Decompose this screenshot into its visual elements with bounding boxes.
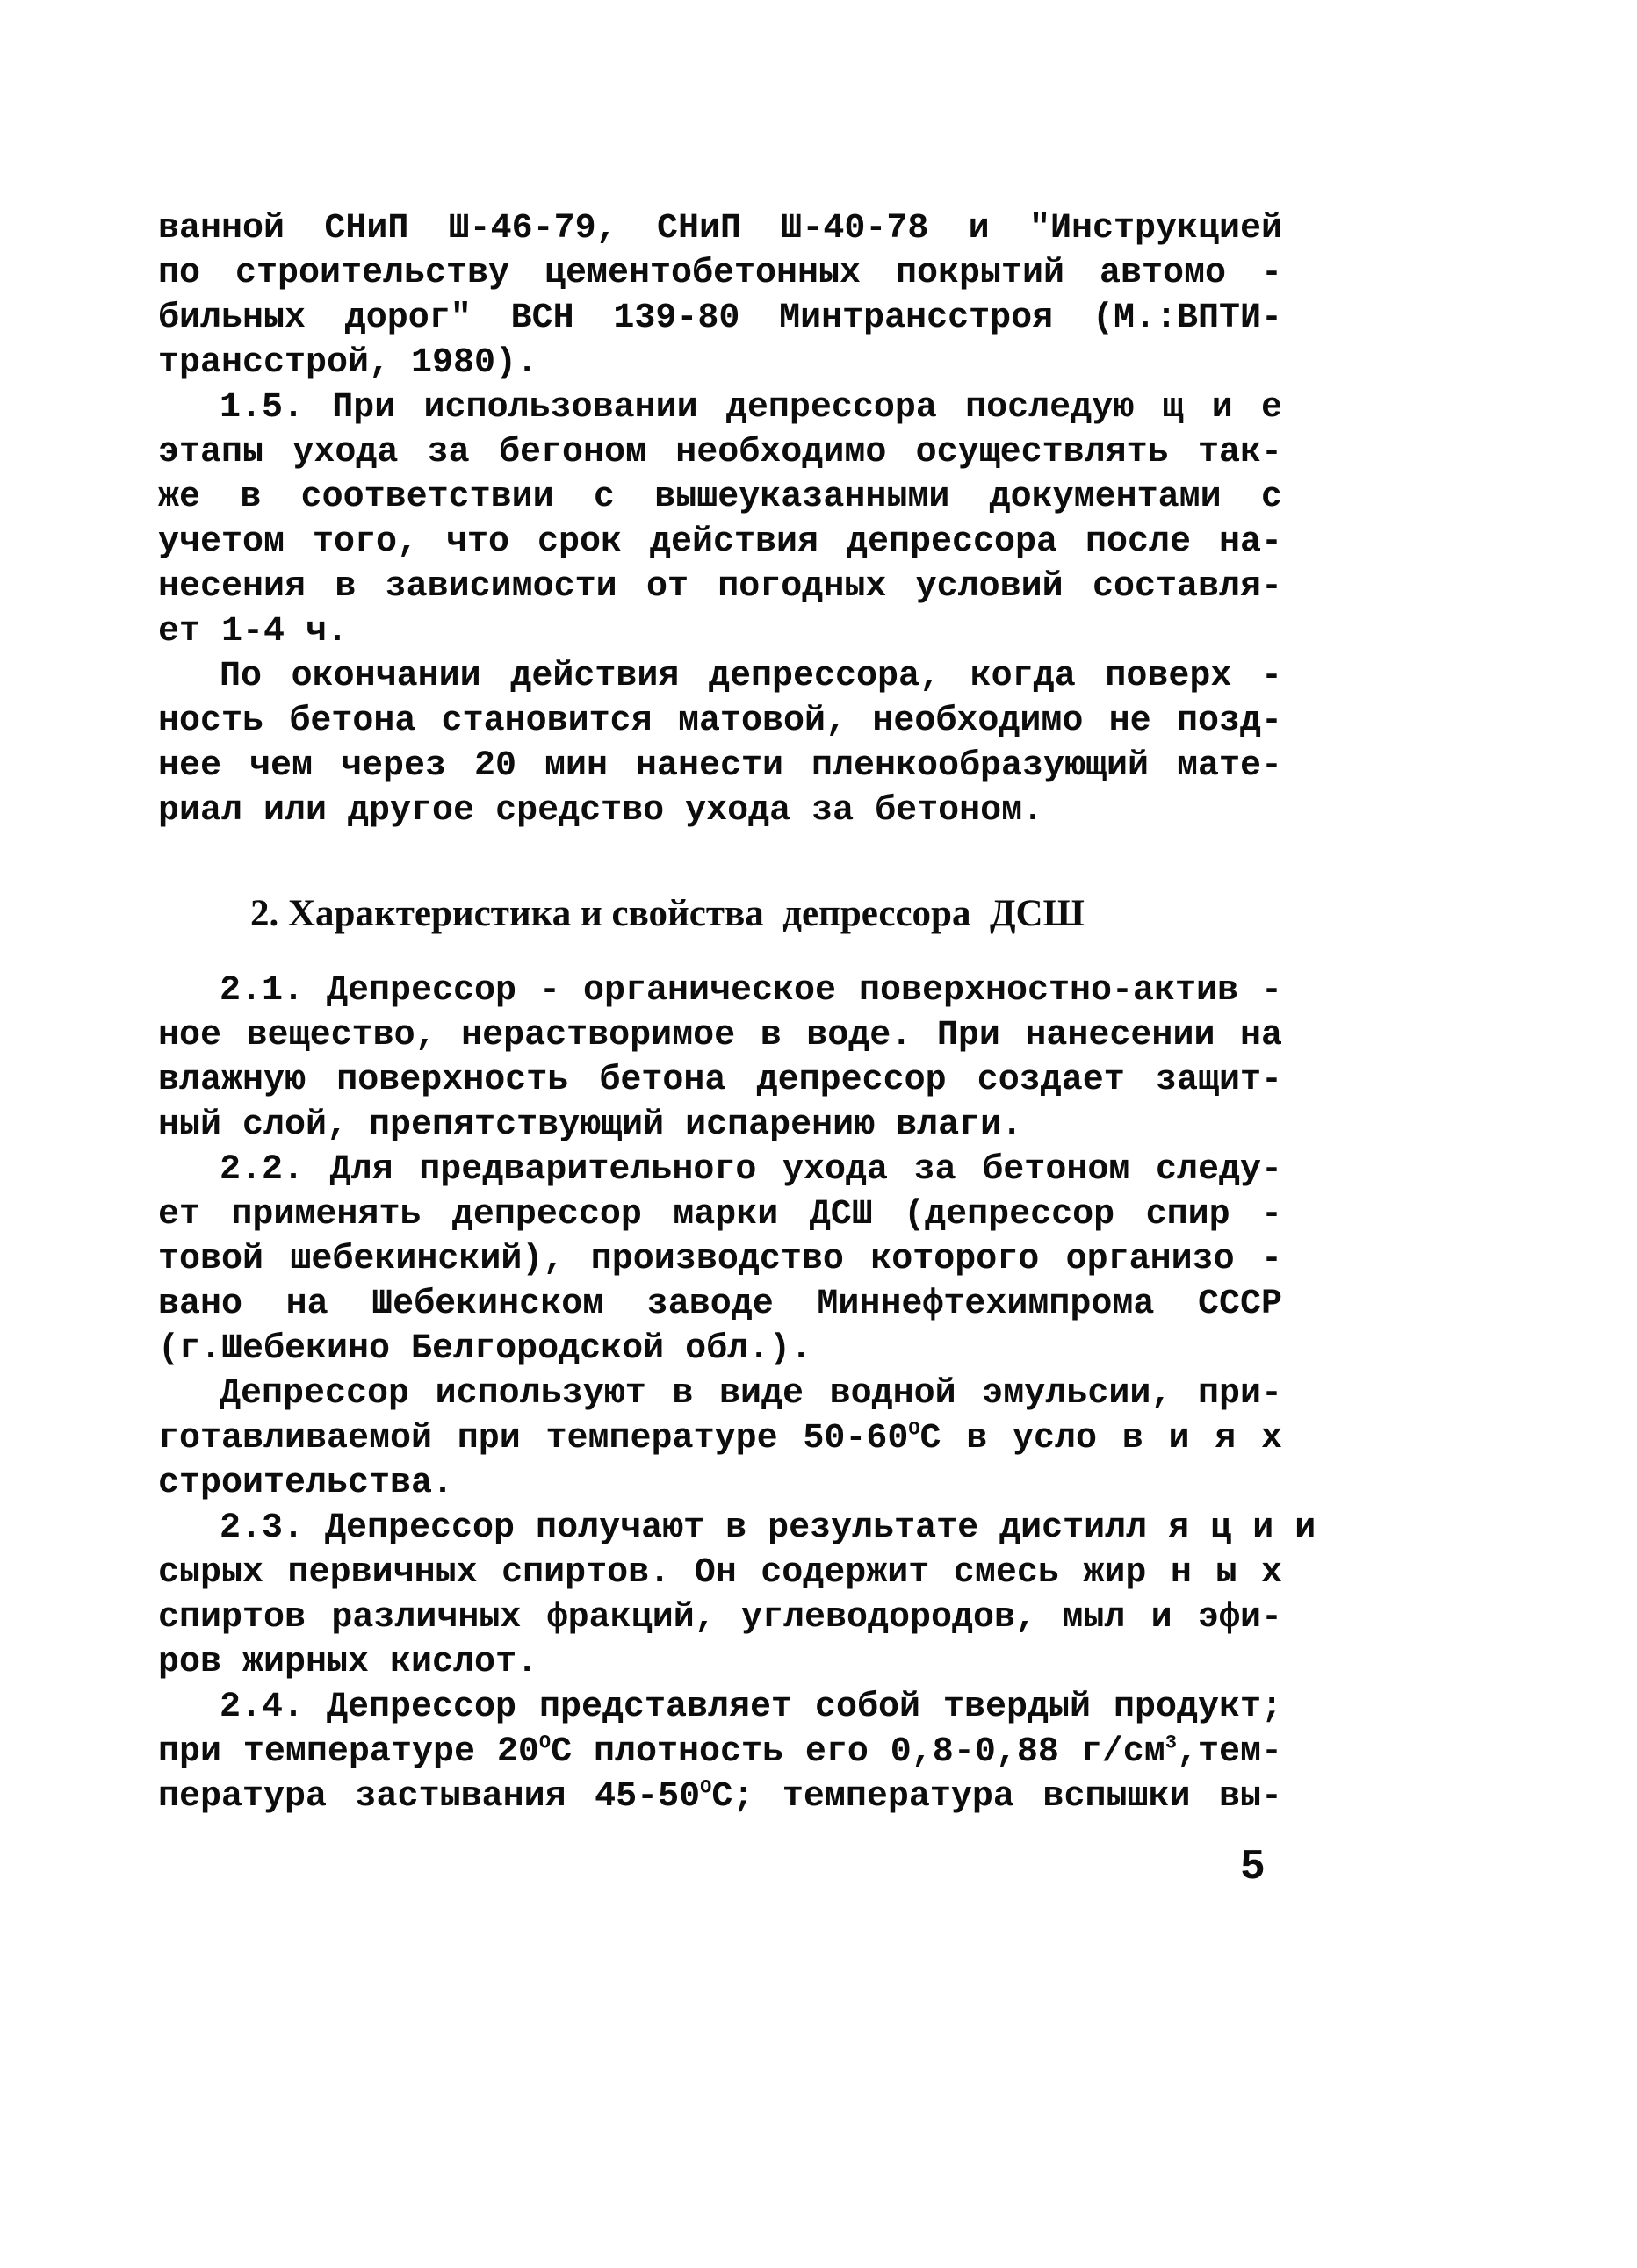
section-spacer — [158, 938, 1282, 968]
text-line: риал или другое средство ухода за бетоном. — [158, 791, 1044, 831]
text-line: ет 1-4 ч. — [158, 612, 349, 652]
text-line: нее чем через 20 мин нанести пленкообразующий мате- — [158, 746, 1282, 786]
text-line: же в соответствии с вышеуказанными документами с — [158, 478, 1282, 517]
text-line: 2.4. Депрессор представляет собой твердый продукт; — [220, 1688, 1282, 1727]
text-line: влажную поверхность бетона депрессор создает защит- — [158, 1061, 1282, 1100]
text-line: ный слой, препятствующий испарению влаги. — [158, 1105, 1023, 1145]
text-line: 2.1. Депрессор - органическое поверхностно-актив - — [220, 971, 1282, 1011]
section-spacer — [158, 833, 1282, 889]
text-line: готавливаемой при температуре $50-60^ОС$ в усло в и я х — [158, 1418, 1283, 1458]
text-line: ров жирных кислот. — [158, 1643, 538, 1682]
text-line: 1.5. При использовании депрессора последую щ и е — [220, 388, 1282, 428]
superscript: 3 — [1165, 1732, 1177, 1754]
text-line: ное вещество, нерастворимое в воде. При нанесении на — [158, 1016, 1282, 1055]
text-line: По окончании действия депрессора, когда поверх - — [220, 657, 1282, 696]
text-line: 2.2. Для предварительного ухода за бетоном следу- — [220, 1150, 1282, 1190]
text-line: несения в зависимости от погодных условий составля- — [158, 567, 1282, 607]
section-heading: 2. Характеристика и свойства депрессора ДСШ — [250, 893, 1085, 934]
text-line: товой шебекинский), производство которого организо - — [158, 1240, 1282, 1279]
superscript: О — [538, 1732, 552, 1754]
document-page — [158, 206, 1316, 1819]
text-line: сырых первичных спиртов. Он содержит смесь жир н ы х — [158, 1553, 1282, 1593]
text-line: бильных дорог" ВСН 139-80 Минтрансстроя (М.:ВПТИ- — [158, 299, 1282, 338]
text-line: при температуре $20^ОС$ плотность его 0,8-0,88 $г/см^3,тем-$ — [158, 1732, 1282, 1772]
text-line: пература застывания $45-50^ОС$; температура вспышки вы- — [158, 1776, 1282, 1817]
text-line: ванной СНиП Ш-46-79, СНиП Ш-40-78 и "Инструкцией — [158, 209, 1282, 248]
text-line: трансстрой, 1980). — [158, 343, 538, 383]
text-line: Депрессор используют в виде водной эмульсии, при- — [220, 1374, 1282, 1414]
text-line: спиртов различных фракций, углеводородов, мыл и эфи- — [158, 1598, 1282, 1638]
superscript: О — [700, 1776, 712, 1799]
text-line: (г.Шебекино Белгородской обл.). — [158, 1329, 812, 1369]
superscript: О — [908, 1418, 920, 1441]
text-line: 2.3. Депрессор получают в результате дистилл я ц и и — [220, 1508, 1316, 1548]
text-line: этапы ухода за бегоном необходимо осуществлять так- — [158, 433, 1282, 472]
text-line: ет применять депрессор марки ДСШ (депрессор спир - — [158, 1195, 1282, 1235]
text-line: ность бетона становится матовой, необходимо не позд- — [158, 702, 1282, 741]
text-line: вано на Шебекинском заводе Миннефтехимпрома СССР — [158, 1285, 1282, 1324]
page-number: 5 — [1240, 1844, 1266, 1891]
text-line: по строительству цементобетонных покрытий автомо - — [158, 254, 1282, 293]
text-line: учетом того, что срок действия депрессора после на- — [158, 522, 1282, 562]
text-line: строительства. — [158, 1464, 454, 1503]
